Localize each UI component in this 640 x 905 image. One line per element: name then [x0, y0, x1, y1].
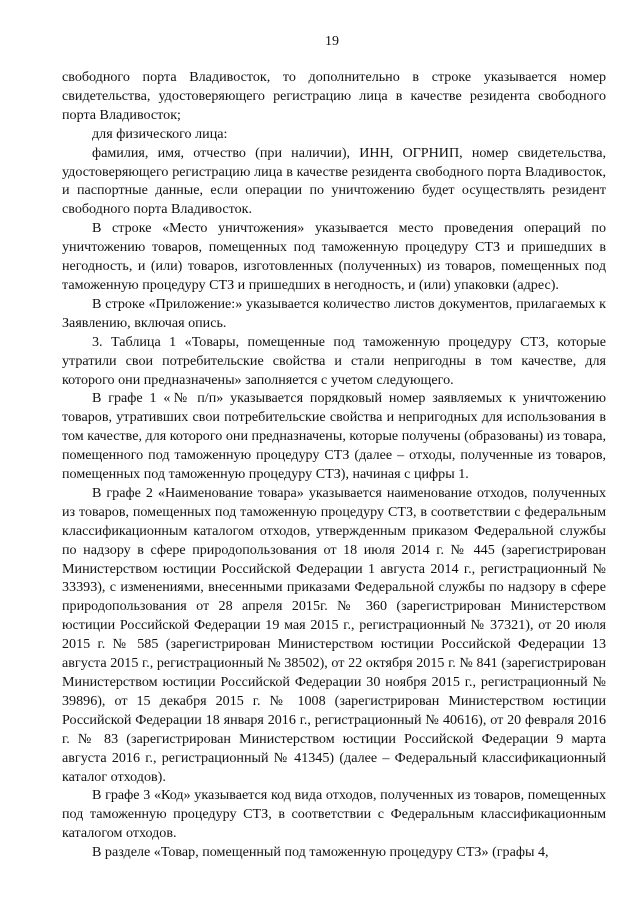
- paragraph: В графе 3 «Код» указывается код вида отходов, полученных из товаров, помещенных под таможенную процедуру СТЗ, в соответствии с Федеральным классификационным каталогом отходов.: [62, 787, 606, 842]
- paragraph: свободного порта Владивосток, то дополнительно в строке указывается номер свидетельства, удостоверяющего регистрацию лица в качестве резидента свободного порта Владивосток;: [62, 69, 606, 123]
- paragraph: В строке «Место уничтожения» указывается место проведения операций по уничтожению товаров, помещенных под таможенную процедуру СТЗ и пришедших в негодность, и (или) товаров, изготовленных (полученных) из товаров, помещенных под таможенную процедуру СТЗ и пришедших в негодность, и (или) упаковки (адрес).: [62, 220, 606, 293]
- paragraph: для физического лица:: [92, 125, 228, 142]
- paragraph: В строке «Приложение:» указывается количество листов документов, прилагаемых к Заявлению, включая опись.: [62, 295, 606, 331]
- paragraph: 3. Таблица 1 «Товары, помещенные под таможенную процедуру СТЗ, которые утратили свои потребительские свойства и стали непригодны в том качестве, для которого они предназначены» заполняется с учетом следующего.: [62, 333, 606, 388]
- page-number: 19: [325, 34, 339, 49]
- paragraph: В графе 2 «Наименование товара» указывается наименование отходов, полученных из товаров, помещенных под таможенную процедуру СТЗ, в соответствии с федеральным классификационным каталогом отходов, утвержденным приказом Федеральной службы по надзору в сфере природопользования от 18 июля 2014 г. № 445 (зарегистрирован Министерством юстиции Российской Федерации 1 августа 2014 г., регистрационный № 33393), с изменениями, внесенными приказами Федеральной службы по надзору в сфере природопользования от 28 апреля 2015г. № 360 (зарегистрирован Министерством юстиции Российской Федерации 19 мая 2015 г., регистрационный № 37321), от 20 июля 2015 г. № 585 (зарегистрирован Министерством юстиции Российской Федерации 13 августа 2015 г., регистрационный № 38502), от 22 октября 2015 г. № 841 (зарегистрирован Министерством юстиции Российской Федерации 30 ноября 2015 г., регистрационный № 39896), от 15 декабря 2015 г. № 1008 (зарегистрирован Министерством юстиции Российской Федерации 18 января 2016 г., регистрационный № 40616), от 20 февраля 2016 г. № 83 (зарегистрирован Министерством юстиции Российской Федерации 9 марта августа 2016 г., регистрационный № 41345) (далее – Федеральный классификационный каталог отходов).: [62, 484, 606, 785]
- paragraph: фамилия, имя, отчество (при наличии), ИНН, ОГРНИП, номер свидетельства, удостоверяющего регистрацию лица в качестве резидента свободного порта Владивосток, и паспортные данные, если операции по уничтожению будет осуществлять резидент свободного порта Владивосток.: [62, 144, 606, 218]
- paragraph: В разделе «Товар, помещенный под таможенную процедуру СТЗ» (графы 4,: [92, 844, 549, 861]
- document-body: [62, 68, 606, 862]
- paragraph: В графе 1 «№ п/п» указывается порядковый номер заявляемых к уничтожению товаров, утративших свои потребительские свойства и непригодных для использования в том качестве, для которого они предназначены, которые получены (образованы) из товара, помещенного под таможенную процедуру СТЗ (далее – отходы, полученные из товаров, помещенных под таможенную процедуру СТЗ), начиная с цифры 1.: [62, 390, 606, 483]
